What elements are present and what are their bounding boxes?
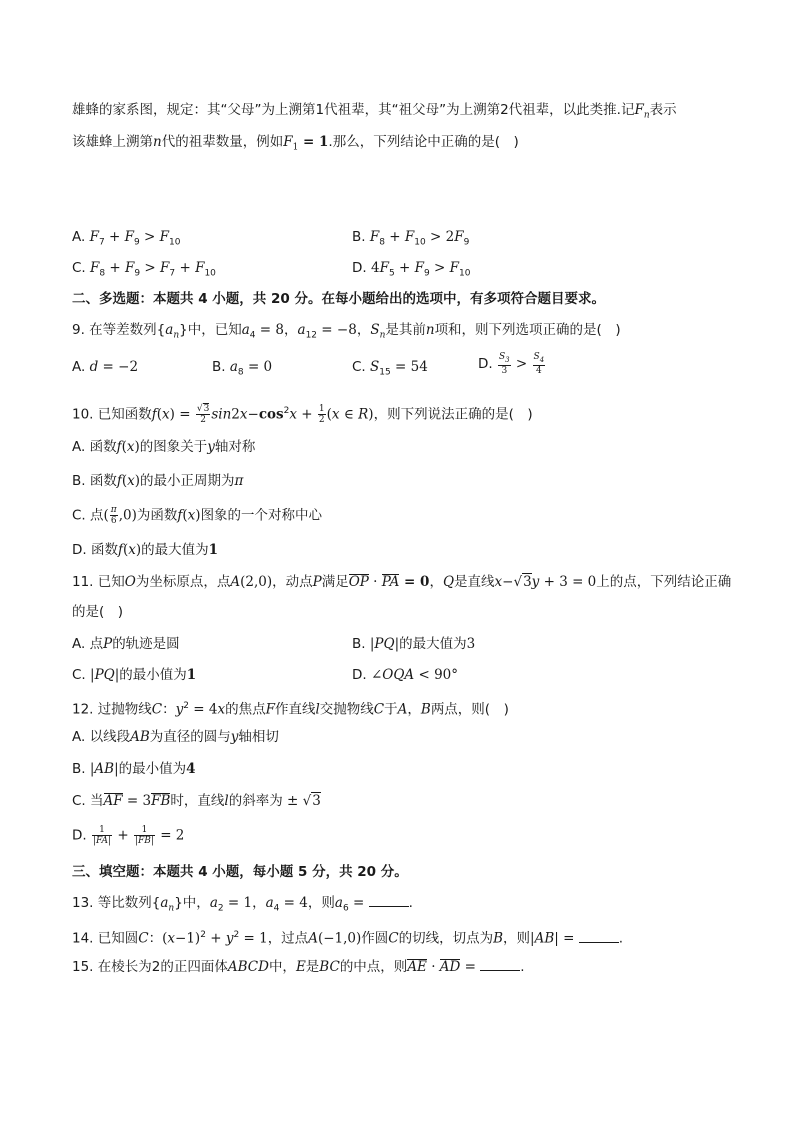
- q9-stem: 9. 在等差数列$\{a_n\}$中，已知$a_4 = 8$，$a_{12} = -8$，$S_n$是其前n项和，则下列选项正确的是( ): [72, 322, 621, 341]
- q10-option-a: A. 函数f(x)的图象关于y轴对称: [72, 439, 256, 455]
- q9-option-a: A. d = −2: [72, 359, 139, 375]
- q11-stem-line-1: 11. 已知O为坐标原点，点A(2,0)，动点P满足OP · PA = 0，Q是直线x−√3y + 3 = 0上的点，下列结论正确: [72, 574, 732, 590]
- q12-option-c: C. 当AF = 3FB时，直线l的斜率为 ± √3: [72, 793, 321, 809]
- q14-answer-blank[interactable]: [579, 930, 619, 943]
- q10-option-d: D. 函数f(x)的最大值为1: [72, 542, 219, 558]
- q9-option-b: B. $a_8 = 0$: [212, 359, 273, 378]
- intro-line-2: 该雄蜂上溯第n代的祖辈数量，例如$F_1 = 1$.那么，下列结论中正确的是( ): [72, 134, 519, 153]
- q8-option-b: B. $F_8 + F_{10} > 2F_9$: [352, 229, 470, 248]
- q11-stem-line-2: 的是( ): [72, 604, 124, 620]
- q10-stem: 10. 已知函数f(x) = $\frac{√3}{2}$ $\sin 2x-\cos^2x$ + $\frac{1}{2}$ (x ∈ R)，则下列说法正确的是( ): [72, 404, 533, 425]
- q15-answer-blank[interactable]: [480, 958, 520, 971]
- q8-option-c: C. $F_8 + F_9 > F_7 + F_{10}$: [72, 260, 216, 279]
- q9-option-c: C. $S_{15} = 54$: [352, 359, 428, 378]
- q11-option-b: B. |PQ|的最大值为3: [352, 636, 476, 652]
- q8-option-a: A. $F_7 + F_9 > F_{10}$: [72, 229, 181, 248]
- section-3-heading: 三、填空题：本题共 4 小题，每小题 5 分，共 20 分。: [72, 864, 408, 880]
- q11-option-a: A. 点P的轨迹是圆: [72, 636, 180, 652]
- q12-option-d: D. $\frac{1}{|FA|}$ + $\frac{1}{|FB|}$ = 2: [72, 825, 185, 846]
- intro-line-1: 雄蜂的家系图，规定：其“父母”为上溯第1代祖辈，其“祖父母”为上溯第2代祖辈，以此类推.记$F_n$表示: [72, 102, 677, 121]
- section-2-heading: 二、多选题：本题共 4 小题，共 20 分。在每小题给出的选项中，有多项符合题目要求。: [72, 291, 605, 307]
- q8-option-d: D. $4F_5 + F_9 > F_{10}$: [352, 260, 471, 279]
- q13: 13. 等比数列$\{a_n\}$中，$a_2 = 1$，$a_4 = 4$，则$a_6$ = .: [72, 895, 413, 914]
- q13-answer-blank[interactable]: [369, 894, 409, 907]
- q14: 14. 已知圆C：$(x-1)^2 + y^2 = 1$，过点A(−1,0)作圆C的切线，切点为B，则|AB| = .: [72, 930, 624, 947]
- q9-option-d: D. $\frac{S_3}{3}$ > $\frac{S_4}{4}$: [478, 352, 545, 376]
- q12-stem: 12. 过抛物线C：$y^2 = 4x$的焦点F作直线l交抛物线C于A，B两点，则( ): [72, 701, 509, 718]
- q11-option-c: C. |PQ|的最小值为1: [72, 667, 197, 683]
- q10-option-c: C. 点( $\frac{\pi}{6}$ ,0)为函数f(x)图象的一个对称中心: [72, 505, 323, 526]
- q15: 15. 在棱长为2的正四面体ABCD中，E是BC的中点，则AE · AD = .: [72, 959, 525, 975]
- q12-option-b: B. |AB|的最小值为4: [72, 761, 196, 777]
- q10-option-b: B. 函数f(x)的最小正周期为π: [72, 473, 244, 489]
- q11-option-d: D. ∠OQA < 90°: [352, 667, 459, 683]
- q12-option-a: A. 以线段AB为直径的圆与y轴相切: [72, 729, 279, 745]
